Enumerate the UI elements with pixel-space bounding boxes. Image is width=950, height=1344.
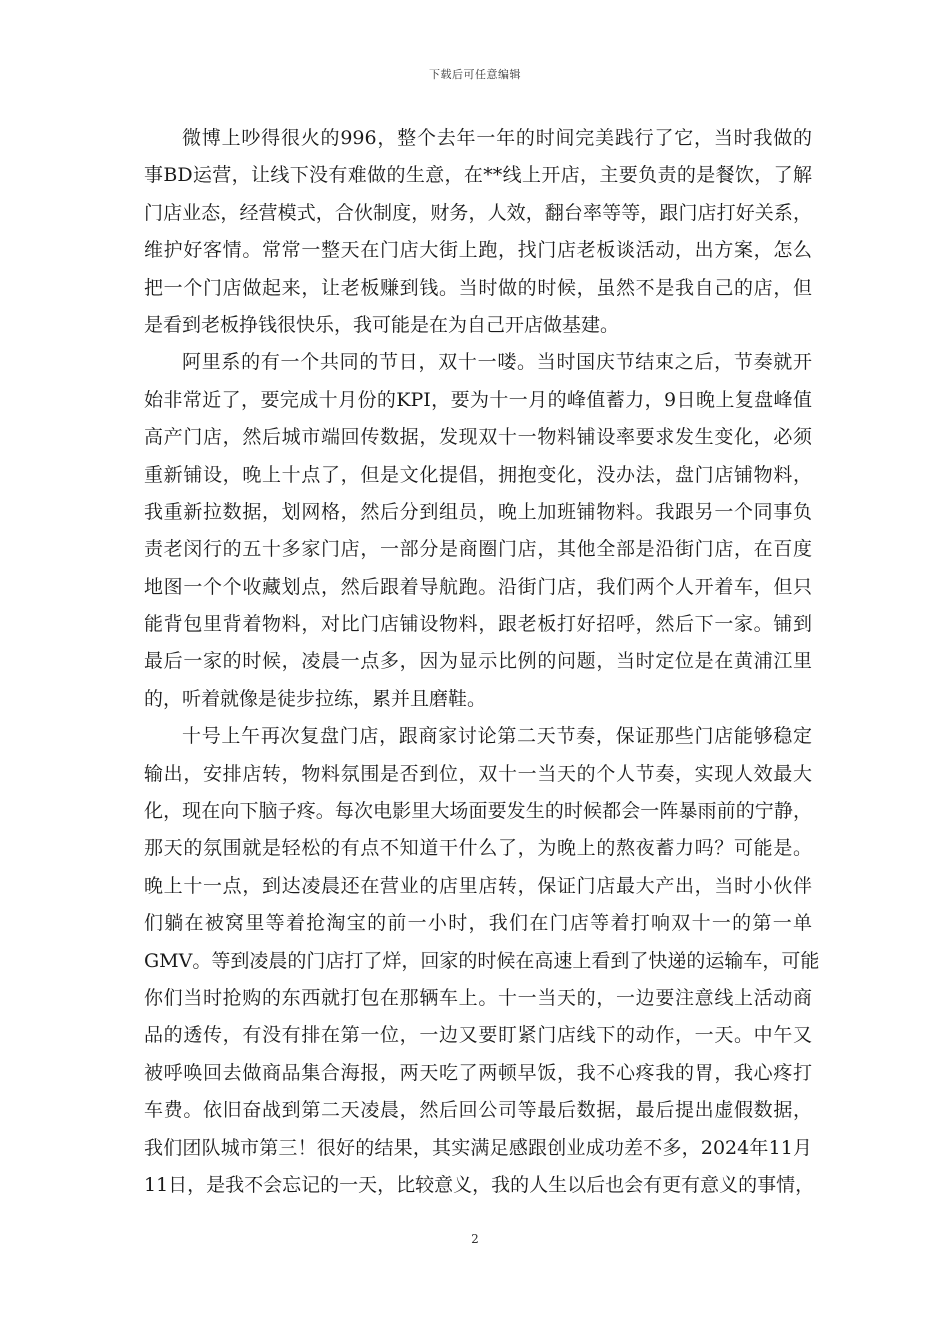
text-line: 阿里系的有一个共同的节日，双十一喽。当时国庆节结束之后，节奏就开 <box>182 351 812 374</box>
text-line: 车费。依旧奋战到第二天凌晨，然后回公司等最后数据，最后提出虚假数据， <box>144 1099 812 1122</box>
text-line: 那天的氛围就是轻松的有点不知道干什么了，为晚上的熬夜蓄力吗？可能是。 <box>144 837 812 860</box>
text-line: 始非常近了，要完成十月份的KPI，要为十一月的峰值蓄力，9日晚上复盘峰值 <box>144 388 812 411</box>
text-line: 微博上吵得很火的996，整个去年一年的时间完美践行了它，当时我做的 <box>182 127 812 149</box>
text-line: 我们团队城市第三！很好的结果，其实满足感跟创业成功差不多，2024年11月 <box>144 1136 812 1159</box>
text-line: 地图一个个收藏划点，然后跟着导航跑。沿街门店，我们两个人开着车，但只 <box>144 575 812 598</box>
text-line: 门店业态，经营模式，合伙制度，财务，人效，翻台率等等，跟门店打好关系， <box>144 201 812 224</box>
text-line: 输出，安排店转，物料氛围是否到位，双十一当天的个人节奏，实现人效最大 <box>144 762 812 785</box>
text-line: 我重新拉数据，划网格，然后分到组员，晚上加班铺物料。我跟另一个同事负 <box>144 500 812 523</box>
text-line: 能背包里背着物料，对比门店铺设物料，跟老板打好招呼，然后下一家。铺到 <box>144 613 812 636</box>
text-line: 维护好客情。常常一整天在门店大街上跑，找门店老板谈活动，出方案，怎么 <box>144 239 812 262</box>
text-line: 是看到老板挣钱很快乐，我可能是在为自己开店做基建。 <box>144 313 620 336</box>
text-line: 把一个门店做起来，让老板赚到钱。当时做的时候，虽然不是我自己的店，但 <box>144 276 812 299</box>
text-line: 晚上十一点，到达凌晨还在营业的店里店转，保证门店最大产出，当时小伙伴 <box>144 874 812 897</box>
text-line: 11日，是我不会忘记的一天，比较意义，我的人生以后也会有更有意义的事情， <box>144 1173 815 1196</box>
text-line: 责老闵行的五十多家门店，一部分是商圈门店，其他全部是沿街门店，在百度 <box>144 538 812 561</box>
text-line: 你们当时抢购的东西就打包在那辆车上。十一当天的，一边要注意线上活动商 <box>144 986 812 1009</box>
text-line: 被呼唤回去做商品集合海报，两天吃了两顿早饭，我不心疼我的胃，我心疼打 <box>144 1061 812 1084</box>
text-line: GMV。等到凌晨的门店打了烊，回家的时候在高速上看到了快递的运输车，可能 <box>144 949 820 972</box>
text-line: 的，听着就像是徒步拉练，累并且磨鞋。 <box>144 687 487 710</box>
text-line: 事BD运营，让线下没有难做的生意，在**线上开店，主要负责的是餐饮，了解 <box>144 164 812 187</box>
page-header: 下载后可任意编辑 <box>429 68 521 81</box>
document-body <box>144 120 820 1204</box>
text-line: 最后一家的时候，凌晨一点多，因为显示比例的问题，当时定位是在黄浦江里 <box>144 650 812 673</box>
page-number: 2 <box>471 1232 479 1246</box>
text-line: 们躺在被窝里等着抢淘宝的前一小时，我们在门店等着打响双十一的第一单 <box>144 912 812 935</box>
text-line: 高产门店，然后城市端回传数据，发现双十一物料铺设率要求发生变化，必须 <box>144 426 812 449</box>
text-line: 化，现在向下脑子疼。每次电影里大场面要发生的时候都会一阵暴雨前的宁静， <box>144 800 812 823</box>
text-line: 十号上午再次复盘门店，跟商家讨论第二天节奏，保证那些门店能够稳定 <box>182 725 812 748</box>
text-line: 品的透传，有没有排在第一位，一边又要盯紧门店线下的动作，一天。中午又 <box>144 1024 812 1047</box>
text-line: 重新铺设，晚上十点了，但是文化提倡，拥抱变化，没办法，盘门店铺物料， <box>144 463 812 486</box>
